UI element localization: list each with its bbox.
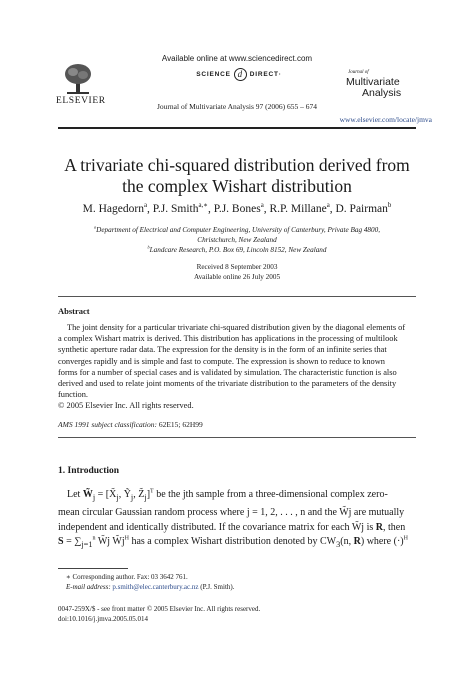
jmva-title: Multivariate (346, 76, 400, 88)
jmva-journal-of: Journal of (348, 70, 369, 75)
affiliation-a (0, 225, 474, 245)
affiliation-a-line-1: Department of Electrical and Computer Engineering, University of Canterbury, Private Bag 4800, (96, 226, 381, 234)
front-matter-info (58, 604, 260, 624)
sd-logo-mark: d (234, 68, 247, 81)
abstract-top-rule (58, 296, 416, 297)
abstract-body (58, 322, 416, 412)
received-date: Received 8 September 2003 (196, 263, 278, 271)
ams-codes: 62E15; 62H99 (158, 420, 203, 429)
abstract-line: derived and used to relate joint moments of the trivariate distribution to the parameters of the density (58, 379, 397, 389)
section-heading-introduction: 1. Introduction (58, 466, 120, 476)
elsevier-tree-icon (63, 63, 93, 95)
sciencedirect-logo (180, 66, 298, 82)
journal-citation: Journal of Multivariate Analysis 97 (2006) 655 – 674 (157, 102, 317, 111)
email-label: E-mail address: (66, 583, 111, 591)
author-name: D. Pairman (335, 203, 388, 215)
title-line-1: A trivariate chi-squared distribution derived from (64, 155, 410, 175)
available-online-text: Available online at www.sciencedirect.com (161, 54, 313, 63)
jmva-logo (346, 70, 432, 98)
intro-line-1: Let $W̃_j$ = [$X̃_j$, $Ỹ_j$, $Z̃_j]^T$ be the jth sample from a three-dimensional complex zero- (67, 488, 388, 502)
article-dates (0, 262, 474, 282)
jmva-subtitle: Analysis (362, 86, 402, 99)
email-link[interactable]: p.smith@elec.canterbury.ac.nz (112, 583, 199, 591)
author-affil-mark: a (260, 202, 264, 210)
available-date: Available online 26 July 2005 (193, 273, 281, 281)
author-name: M. Hagedorn (82, 203, 144, 215)
issn-line: 0047-259X/$ - see front matter © 2005 Elsevier Inc. All rights reserved. (58, 605, 261, 613)
email-person: (P.J. Smith). (198, 583, 235, 591)
author-name: P.J. Bones (213, 203, 261, 215)
sd-logo-right: DIRECT· (249, 70, 282, 78)
sd-logo-left: SCIENCE (196, 70, 231, 78)
affiliation-b-line-1: Landcare Research, P.O. Box 69, Lincoln 8152, New Zealand (149, 246, 327, 254)
author-list: M. Hagedorn$^a$, P.J. Smith$^{a,∗}$, P.J. Bones$^a$, R.P. Millane$^a$, D. Pairman$^b$ (82, 202, 392, 215)
abstract-line: forms for a number of special cases and is validated by simulation. The characteristic function is also (58, 367, 397, 377)
author-affil-mark: a (143, 202, 148, 210)
ams-classification (58, 420, 203, 429)
doi-line: doi:10.1016/j.jmva.2005.05.014 (58, 615, 149, 623)
abstract-line: a complex Wishart matrix is derived. This distribution has applications in the processing of multilook (58, 334, 398, 344)
elsevier-wordmark: ELSEVIER (56, 96, 106, 106)
corresponding-author-note: ∗ Corresponding author. Fax: 03 3642 761. (66, 573, 188, 581)
affiliation-a-line-2: Christchurch, New Zealand (197, 236, 277, 244)
affiliation-b (0, 245, 474, 255)
author-name: R.P. Millane (269, 203, 327, 215)
paper-title (0, 155, 474, 197)
title-line-2: the complex Wishart distribution (122, 176, 352, 196)
intro-line-2: mean circular Gaussian random process where j = 1, 2, . . . , n and the W̃j are mutually (58, 506, 405, 518)
ams-label: AMS 1991 subject classification: (58, 420, 157, 429)
author-name: P.J. Smith (152, 203, 199, 215)
abstract-line: The joint density for a particular trivariate chi-squared distribution given by the diagonal elements of (67, 323, 406, 332)
footnote-rule (58, 568, 128, 569)
intro-line-3: independent and identically distributed. If the covariance matrix for each W̃j is R, then (58, 521, 406, 533)
abstract-line: function. (58, 390, 89, 400)
abstract-line: synthetic aperture radar data. The expression for the density is in the form of an infinite series that (58, 345, 387, 355)
author-affil-mark: a,∗ (198, 202, 208, 210)
abstract-heading: Abstract (58, 306, 90, 316)
affiliation-a-mark: a (93, 224, 97, 230)
abstract-copyright: © 2005 Elsevier Inc. All rights reserved. (58, 401, 194, 411)
journal-url-link[interactable]: www.elsevier.com/locate/jmva (339, 115, 432, 124)
intro-line-4: $S = \sum_{j=1}^n$ W̃j $W̃j^H$ has a complex Wishart distribution denoted by $CW_3(n$, R) where $(\cdot)^H$ (58, 536, 408, 550)
abstract-bottom-rule (58, 437, 416, 438)
affiliation-b-mark: b (147, 244, 150, 250)
email-note (58, 582, 234, 592)
author-affil-mark: a (326, 202, 330, 210)
abstract-line: converges rapidly and is simple and fast to compute. The expression is shown to reduce to known (58, 356, 385, 366)
header-rule (58, 127, 416, 129)
introduction-body (58, 488, 416, 553)
author-affil-mark: b (387, 202, 392, 210)
journal-header (0, 0, 474, 130)
